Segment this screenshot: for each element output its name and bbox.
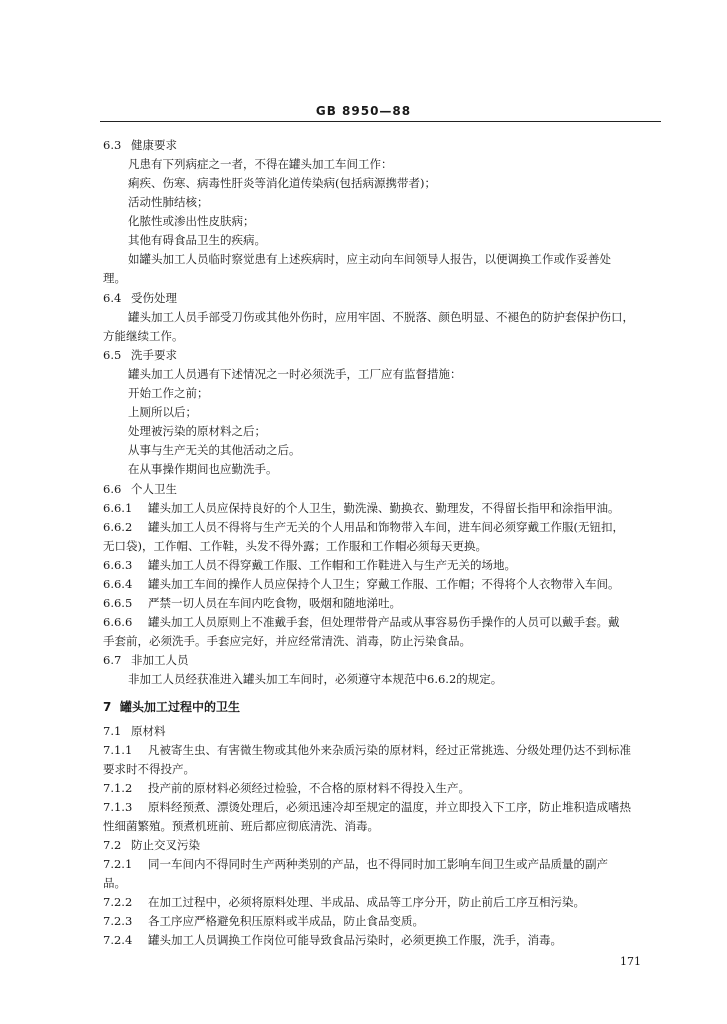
clause-text: 个人卫生: [131, 482, 177, 496]
clause-text: 洗手要求: [131, 348, 177, 362]
clause-text: 在加工过程中，必须将原料处理、半成品、成品等工序分开，防止前后工序互相污染。: [148, 895, 585, 909]
clause-number: 6.6.1: [103, 501, 133, 515]
clause-number: 7.2.1: [103, 857, 133, 871]
clause-text: 罐头加工人员调换工作岗位可能导致食品污染时，必须更换工作服，洗手，消毒。: [148, 933, 562, 947]
continuation-text: 无口袋)，工作帽、工作鞋，头发不得外露；工作服和工作帽必须每天更换。: [103, 539, 487, 553]
clause-number: 6.3: [103, 138, 122, 152]
clause-number: 7.1.3: [103, 800, 133, 814]
clause-text: 罐头加工人员遇有下述情况之一时必须洗手，工厂应有监督措施：: [128, 367, 462, 381]
clause-text: 罐头加工人员原则上不准戴手套，但处理带骨产品或从事容易伤手操作的人员可以戴手套。戴: [148, 615, 620, 629]
continuation-text: 性细菌繁殖。预煮机班前、班后都应彻底清洗、消毒。: [103, 819, 379, 833]
clause-number: 6.6.5: [103, 596, 133, 610]
clause-number: 7: [103, 700, 112, 714]
clause-text: 处理被污染的原材料之后；: [128, 424, 266, 438]
continuation-text: 手套前，必须洗手。手套应完好，并应经常清洗、消毒，防止污染食品。: [103, 634, 471, 648]
clause-number: 6.6.3: [103, 558, 133, 572]
standard-code-header: GB 8950—88: [315, 104, 412, 118]
clause-text: 化脓性或渗出性皮肤病；: [128, 214, 255, 228]
clause-text: 原材料: [131, 724, 166, 738]
clause-number: 6.6.2: [103, 520, 133, 534]
clause-number: 7.1.1: [103, 743, 133, 757]
continuation-text: 方能继续工作。: [103, 329, 184, 343]
clause-text: 防止交叉污染: [131, 838, 200, 852]
clause-text: 罐头加工人员手部受刀伤或其他外伤时，应用牢固、不脱落、颜色明显、不褪色的防护套保护伤口，: [128, 310, 634, 324]
clause-number: 6.4: [103, 291, 122, 305]
continuation-text: 理。: [103, 271, 126, 285]
clause-text: 非加工人员经获准进入罐头加工车间时，必须遵守本规范中6.6.2的规定。: [128, 672, 503, 686]
header-divider: [100, 121, 661, 122]
clause-text: 严禁一切人员在车间内吃食物，吸烟和随地涕吐。: [148, 596, 401, 610]
clause-text: 受伤处理: [131, 291, 177, 305]
clause-text: 罐头加工人员不得将与生产无关的个人用品和饰物带入车间，进车间必须穿戴工作服(无钮扣，: [148, 520, 624, 534]
clause-text: 健康要求: [131, 138, 177, 152]
clause-text: 罐头加工车间的操作人员应保持个人卫生；穿戴工作服、工作帽；不得将个人衣物带入车间。: [148, 577, 620, 591]
clause-number: 7.1.2: [103, 781, 133, 795]
clause-number: 6.6: [103, 482, 122, 496]
clause-number: 7.2.4: [103, 933, 133, 947]
clause-text: 上厕所以后；: [128, 405, 197, 419]
clause-text: 在从事操作期间也应勤洗手。: [128, 462, 278, 476]
clause-text: 罐头加工过程中的卫生: [120, 700, 241, 714]
continuation-text: 要求时不得投产。: [103, 762, 195, 776]
clause-number: 6.7: [103, 653, 122, 667]
continuation-text: 品。: [103, 876, 126, 890]
clause-text: 痢疾、伤寒、病毒性肝炎等消化道传染病(包括病源携带者)；: [128, 176, 436, 190]
clause-text: 凡被寄生虫、有害微生物或其他外来杂质污染的原材料，经过正常挑选、分级处理仍达不到标准: [148, 743, 631, 757]
clause-text: 同一车间内不得同时生产两种类别的产品，也不得同时加工影响车间卫生或产品质量的副产: [148, 857, 608, 871]
clause-text: 投产前的原材料必须经过检验，不合格的原材料不得投入生产。: [148, 781, 470, 795]
clause-text: 罐头加工人员应保持良好的个人卫生，勤洗澡、勤换衣、勤理发，不得留长指甲和涂指甲油。: [148, 501, 620, 515]
clause-text: 罐头加工人员不得穿戴工作服、工作帽和工作鞋进入与生产无关的场地。: [148, 558, 516, 572]
clause-text: 凡患有下列病症之一者，不得在罐头加工车间工作：: [128, 157, 393, 171]
clause-text: 各工序应严格避免积压原料或半成品，防止食品变质。: [148, 914, 424, 928]
page-number: 171: [620, 955, 641, 968]
clause-text: 其他有碍食品卫生的疾病。: [128, 233, 266, 247]
clause-number: 6.6.6: [103, 615, 133, 629]
clause-text: 从事与生产无关的其他活动之后。: [128, 443, 301, 457]
clause-number: 6.6.4: [103, 577, 133, 591]
clause-text: 活动性肺结核；: [128, 195, 209, 209]
clause-text: 非加工人员: [131, 653, 189, 667]
clause-number: 7.2.3: [103, 914, 133, 928]
clause-number: 7.1: [103, 724, 122, 738]
clause-text: 如罐头加工人员临时察觉患有上述疾病时，应主动向车间领导人报告，以便调换工作或作妥善处: [128, 252, 611, 266]
clause-number: 7.2: [103, 838, 122, 852]
clause-number: 6.5: [103, 348, 122, 362]
clause-text: 开始工作之前；: [128, 386, 209, 400]
clause-text: 原料经预煮、漂烫处理后，必须迅速冷却至规定的温度，并立即投入下工序，防止堆积造成嗜热: [148, 800, 631, 814]
clause-number: 7.2.2: [103, 895, 133, 909]
